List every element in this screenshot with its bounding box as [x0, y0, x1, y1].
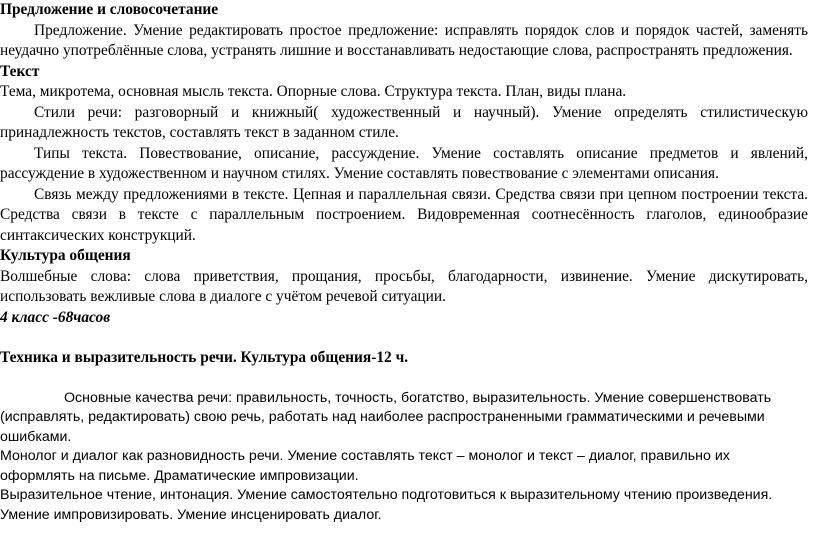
paragraph-text-types: Типы текста. Повествование, описание, рассуждение. Умение составлять описание предметов и явлений, рассуждение в художественном и научном стилях. Умение составлять повествование с элементами описания. — [0, 144, 808, 182]
grade-label: 4 класс -68часов — [0, 308, 111, 326]
paragraph-sentence: Предложение. Умение редактировать простое предложение: исправлять порядок слов и порядок частей, заменять неудачно употреблённые слова, устранять лишние и восстанавливать недостающие слова, распространять предложения. — [0, 21, 808, 59]
paragraph-monologue-dialogue: Монолог и диалог как разновидность речи. Умение составлять текст – монолог и текст – диалог, правильно их оформлять на письме. Драматические импровизации. — [0, 448, 730, 484]
heading-communication-culture: Культура общения — [0, 247, 131, 264]
section-title: Техника и выразительность речи. Культура общения-12 ч. — [0, 349, 409, 366]
paragraph-expressive-reading: Выразительное чтение, интонация. Умение самостоятельно подготовиться к выразительному чтению произведения. Умение импровизировать. Умение инсценировать диалог. — [0, 487, 773, 523]
heading-sentence: Предложение и словосочетание — [0, 1, 219, 18]
paragraph-magic-words: Волшебные слова: слова приветствия, прощания, просьбы, благодарности, извинение. Умение дискутировать, использовать вежливые слова в диалоге с учётом речевой ситуации. — [0, 267, 808, 305]
paragraph-text-intro: Тема, микротема, основная мысль текста. Опорные слова. Структура текста. План, виды плана. — [0, 83, 627, 100]
paragraph-speech-styles: Стили речи: разговорный и книжный( художественный и научный). Умение определять стилистическую принадлежность текстов, составлять текст в заданном стиле. — [0, 103, 808, 141]
paragraph-speech-qualities: Основные качества речи: правильность, точность, богатство, выразительность. Умение совершенствовать (исправлять, редактировать) свою речь, работать над наиболее распространенными грамматическими и речевыми ошибками. — [0, 389, 772, 445]
heading-text: Текст — [0, 62, 40, 80]
lower-block — [0, 389, 808, 526]
paragraph-sentence-links: Связь между предложениями в тексте. Цепная и параллельная связи. Средства связи при цепном построении текста. Средства связи в тексте с параллельным построением. Видовременная соотнесённость глаголов, единообразие синтаксических конструкций. — [0, 185, 808, 244]
